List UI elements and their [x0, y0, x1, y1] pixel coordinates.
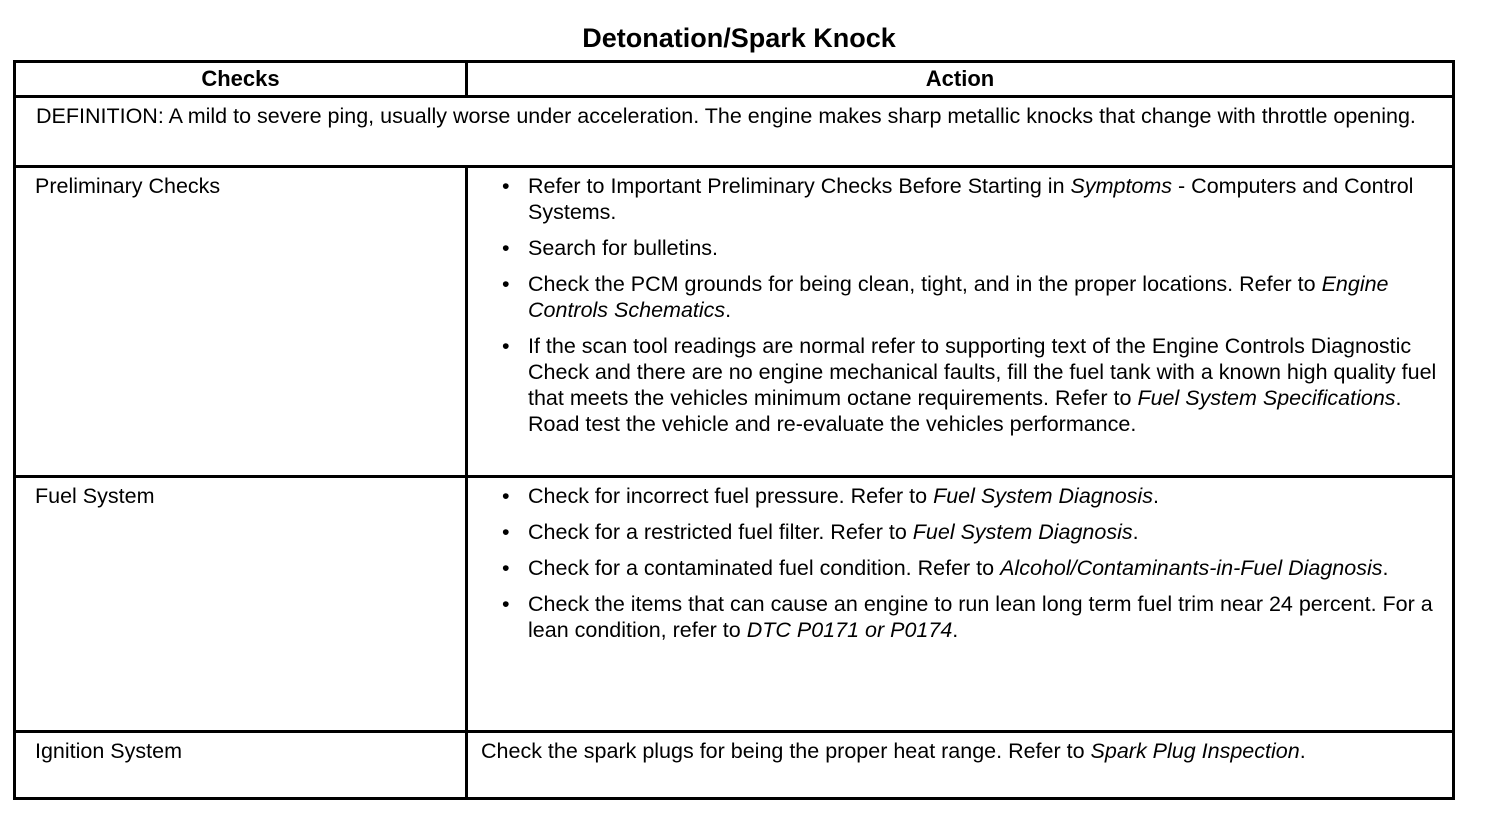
action-text: If the scan tool readings are normal refer to supporting text of the Engine Controls Diagnostic Check and there are no engine mechanical faults, fill the fuel tank with a known high quality fuel that meets the vehicles minimum octane requirements. Refer to [528, 334, 1437, 410]
list-item [502, 555, 1438, 581]
list-item [502, 271, 1438, 323]
list-item [502, 519, 1438, 545]
action-text: . [1152, 484, 1159, 508]
diagnostic-table [13, 60, 1455, 800]
table-row-ignition-system [15, 732, 1454, 799]
table-row-preliminary-checks [15, 167, 1454, 477]
reference-link[interactable]: Fuel System Specifications [1137, 386, 1396, 410]
action-text: . [1299, 739, 1306, 763]
reference-link[interactable]: Fuel System Diagnosis [933, 484, 1153, 508]
list-item [502, 333, 1438, 437]
fuel-action-list [502, 483, 1438, 643]
action-text: Check for a contaminated fuel condition. Refer to [528, 556, 1001, 580]
action-text: - Computers and Control Systems. [528, 174, 1414, 224]
action-ignition-system [467, 732, 1454, 799]
check-fuel-system: Fuel System [15, 477, 467, 732]
action-text: Check for a restricted fuel filter. Refer to [528, 520, 913, 544]
reference-link[interactable]: Spark Plug Inspection [1090, 739, 1300, 763]
list-item [502, 173, 1438, 225]
page-title: Detonation/Spark Knock [582, 23, 896, 53]
list-item [502, 483, 1438, 509]
list-item [502, 591, 1438, 643]
action-text: Check for incorrect fuel pressure. Refer to [528, 484, 934, 508]
action-text: . Road test the vehicle and re-evaluate the vehicles performance. [528, 386, 1402, 436]
action-column-header: Action [467, 62, 1454, 97]
action-text: . [1132, 520, 1139, 544]
list-item [502, 235, 1438, 261]
action-fuel-system [467, 477, 1454, 732]
check-preliminary: Preliminary Checks [15, 167, 467, 477]
action-text: Check the spark plugs for being the proper heat range. Refer to [481, 739, 1091, 763]
action-text: . [725, 298, 732, 322]
action-text: . [952, 618, 959, 642]
action-text: . [1382, 556, 1389, 580]
action-preliminary [467, 167, 1454, 477]
table-row-fuel-system [15, 477, 1454, 732]
action-text: Check the items that can cause an engine to run lean long term fuel trim near 24 percent. For a lean condition, refer to [528, 592, 1433, 642]
action-text: Check the PCM grounds for being clean, tight, and in the proper locations. Refer to [528, 272, 1322, 296]
reference-link[interactable]: DTC P0171 or P0174 [746, 618, 953, 642]
action-text: Refer to Important Preliminary Checks Before Starting in [528, 174, 1071, 198]
check-ignition-system: Ignition System [15, 732, 467, 799]
checks-column-header: Checks [15, 62, 467, 97]
reference-link[interactable]: Alcohol/Contaminants-in-Fuel Diagnosis [1000, 556, 1383, 580]
reference-link[interactable]: Symptoms [1070, 174, 1173, 198]
reference-link[interactable]: Engine Controls Schematics [528, 272, 1389, 322]
definition-text: DEFINITION: A mild to severe ping, usually worse under acceleration. The engine makes sharp metallic knocks that change with throttle opening. [15, 97, 1454, 167]
action-text: Search for bulletins. [528, 236, 719, 260]
table-header-row [15, 62, 1454, 97]
preliminary-action-list [502, 173, 1438, 437]
reference-link[interactable]: Fuel System Diagnosis [912, 520, 1133, 544]
definition-row [15, 97, 1454, 167]
